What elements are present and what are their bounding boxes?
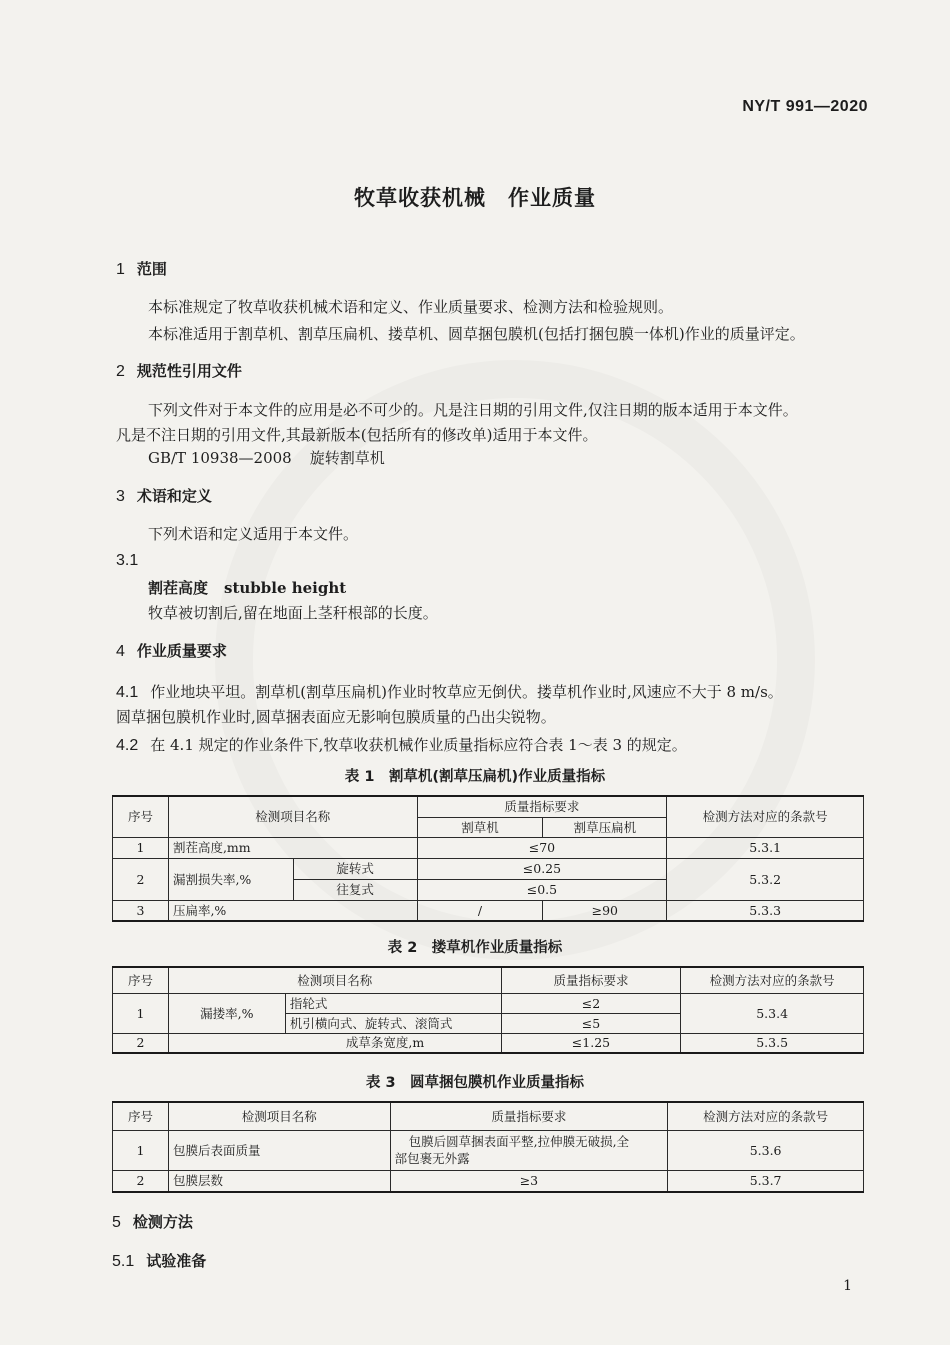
table-row xyxy=(113,858,864,879)
table-cell: ≤0.25 xyxy=(417,858,667,879)
reference-entry xyxy=(148,446,385,470)
term-definition: 牧草被切割后,留在地面上茎秆根部的长度。 xyxy=(148,604,438,622)
table-cell: 包膜层数 xyxy=(168,1170,390,1192)
page-number: 1 xyxy=(843,1278,852,1294)
paragraph: 下列文件对于本文件的应用是必不可少的。凡是注日期的引用文件,仅注日期的版本适用于本文件。 xyxy=(148,401,798,419)
table-row xyxy=(113,993,864,1013)
cell-line: 包膜后圆草捆表面平整,拉伸膜无破损,全 xyxy=(408,1134,630,1149)
section-number: 2 xyxy=(116,363,125,380)
table-cell: 5.3.7 xyxy=(668,1170,864,1192)
table-row xyxy=(113,837,864,858)
reference-code: GB/T 10938—2008 xyxy=(148,449,292,467)
table-header: 检测项目名称 xyxy=(168,796,417,837)
standard-code: NY/T 991—2020 xyxy=(742,98,868,115)
section-title: 范围 xyxy=(136,260,167,278)
term-entry xyxy=(148,576,346,600)
table-2-caption: 表 2 搂草机作业质量指标 xyxy=(387,940,563,956)
term-english: stubble height xyxy=(224,579,347,597)
table-cell: / xyxy=(417,900,543,921)
section-number: 5 xyxy=(112,1214,121,1231)
clause-number: 4.2 xyxy=(116,737,139,754)
cell-line: 部包裹无外露 xyxy=(394,1151,470,1166)
table-cell: 2 xyxy=(113,858,169,900)
table-row xyxy=(113,1033,864,1053)
section-2-heading xyxy=(116,360,242,381)
table-cell: 割茬高度,mm xyxy=(168,837,417,858)
table-cell: ≤70 xyxy=(417,837,667,858)
term-chinese: 割茬高度 xyxy=(148,579,209,597)
table-cell: 成草条宽度,m xyxy=(168,1033,501,1053)
table-cell: 1 xyxy=(113,837,169,858)
table-header: 质量指标要求 xyxy=(390,1102,668,1130)
table-cell: 5.3.4 xyxy=(681,993,864,1033)
paragraph: 凡是不注日期的引用文件,其最新版本(包括所有的修改单)适用于本文件。 xyxy=(116,426,598,444)
table-header: 检测方法对应的条款号 xyxy=(668,1102,864,1130)
table-cell: 2 xyxy=(113,1033,169,1053)
section-title: 术语和定义 xyxy=(136,487,212,505)
table-cell: 2 xyxy=(113,1170,169,1192)
section-3-heading xyxy=(116,485,212,506)
clause-4-1 xyxy=(116,680,783,705)
section-1-heading xyxy=(116,258,167,279)
section-number: 4 xyxy=(116,643,125,660)
table-1 xyxy=(112,795,864,922)
table-cell: 压扁率,% xyxy=(168,900,417,921)
table-cell: 1 xyxy=(113,1130,169,1170)
table-cell: 1 xyxy=(113,993,169,1033)
section-number: 5.1 xyxy=(112,1253,135,1270)
table-cell: 漏割损失率,% xyxy=(168,858,293,900)
table-3-caption: 表 3 圆草捆包膜机作业质量指标 xyxy=(365,1075,585,1091)
clause-number: 4.1 xyxy=(116,684,139,701)
table-cell: ≥3 xyxy=(390,1170,668,1192)
table-header: 序号 xyxy=(113,796,169,837)
table-cell: 机引横向式、旋转式、滚筒式 xyxy=(285,1013,501,1033)
clause-number: 3.1 xyxy=(116,552,139,569)
table-cell: 旋转式 xyxy=(293,858,417,879)
table-row xyxy=(113,1170,864,1192)
section-5-1-heading xyxy=(112,1250,206,1271)
table-header: 检测项目名称 xyxy=(168,1102,390,1130)
section-title: 作业质量要求 xyxy=(136,642,227,660)
paragraph: 本标准规定了牧草收获机械术语和定义、作业质量要求、检测方法和检验规则。 xyxy=(148,298,674,316)
section-title: 规范性引用文件 xyxy=(136,362,242,380)
section-title: 检测方法 xyxy=(132,1213,193,1231)
table-cell: ≤2 xyxy=(501,993,681,1013)
reference-name: 旋转割草机 xyxy=(309,449,385,467)
table-header: 检测方法对应的条款号 xyxy=(681,967,864,993)
table-header: 序号 xyxy=(113,967,169,993)
section-4-heading xyxy=(116,640,227,661)
table-cell: 5.3.2 xyxy=(667,858,864,900)
table-cell xyxy=(390,1130,668,1170)
section-title: 试验准备 xyxy=(146,1252,207,1270)
paragraph: 作业地块平坦。割草机(割草压扁机)作业时牧草应无倒伏。搂草机作业时,风速应不大于 8 m/s。 xyxy=(150,683,783,701)
table-cell: ≤0.5 xyxy=(417,879,667,900)
paragraph: 下列术语和定义适用于本文件。 xyxy=(148,525,359,543)
clause-4-2 xyxy=(116,733,687,758)
table-cell: 3 xyxy=(113,900,169,921)
table-cell: ≤5 xyxy=(501,1013,681,1033)
table-cell: ≥90 xyxy=(543,900,667,921)
table-subheader: 割草压扁机 xyxy=(543,817,667,837)
section-5-heading xyxy=(112,1211,193,1232)
table-row xyxy=(113,900,864,921)
table-header: 检测项目名称 xyxy=(168,967,501,993)
table-cell: 漏搂率,% xyxy=(168,993,285,1033)
table-header: 质量指标要求 xyxy=(417,796,667,817)
section-number: 1 xyxy=(116,261,125,278)
table-header: 序号 xyxy=(113,1102,169,1130)
section-number: 3 xyxy=(116,488,125,505)
table-cell: 5.3.6 xyxy=(668,1130,864,1170)
table-cell: 指轮式 xyxy=(285,993,501,1013)
table-cell: ≤1.25 xyxy=(501,1033,681,1053)
table-cell: 往复式 xyxy=(293,879,417,900)
table-cell: 包膜后表面质量 xyxy=(168,1130,390,1170)
table-2 xyxy=(112,966,864,1054)
table-header: 质量指标要求 xyxy=(501,967,681,993)
paragraph: 圆草捆包膜机作业时,圆草捆表面应无影响包膜质量的凸出尖锐物。 xyxy=(116,708,556,726)
table-cell: 5.3.1 xyxy=(667,837,864,858)
table-header: 检测方法对应的条款号 xyxy=(667,796,864,837)
table-cell: 5.3.3 xyxy=(667,900,864,921)
document-title: 牧草收获机械 作业质量 xyxy=(354,186,596,210)
paragraph: 在 4.1 规定的作业条件下,牧草收获机械作业质量指标应符合表 1～表 3 的规定。 xyxy=(150,736,687,754)
paragraph: 本标准适用于割草机、割草压扁机、搂草机、圆草捆包膜机(包括打捆包膜一体机)作业的质量评定。 xyxy=(148,325,805,343)
table-cell: 5.3.5 xyxy=(681,1033,864,1053)
table-1-caption: 表 1 割草机(割草压扁机)作业质量指标 xyxy=(344,769,606,785)
table-subheader: 割草机 xyxy=(417,817,543,837)
table-row xyxy=(113,1130,864,1170)
table-3 xyxy=(112,1101,864,1193)
